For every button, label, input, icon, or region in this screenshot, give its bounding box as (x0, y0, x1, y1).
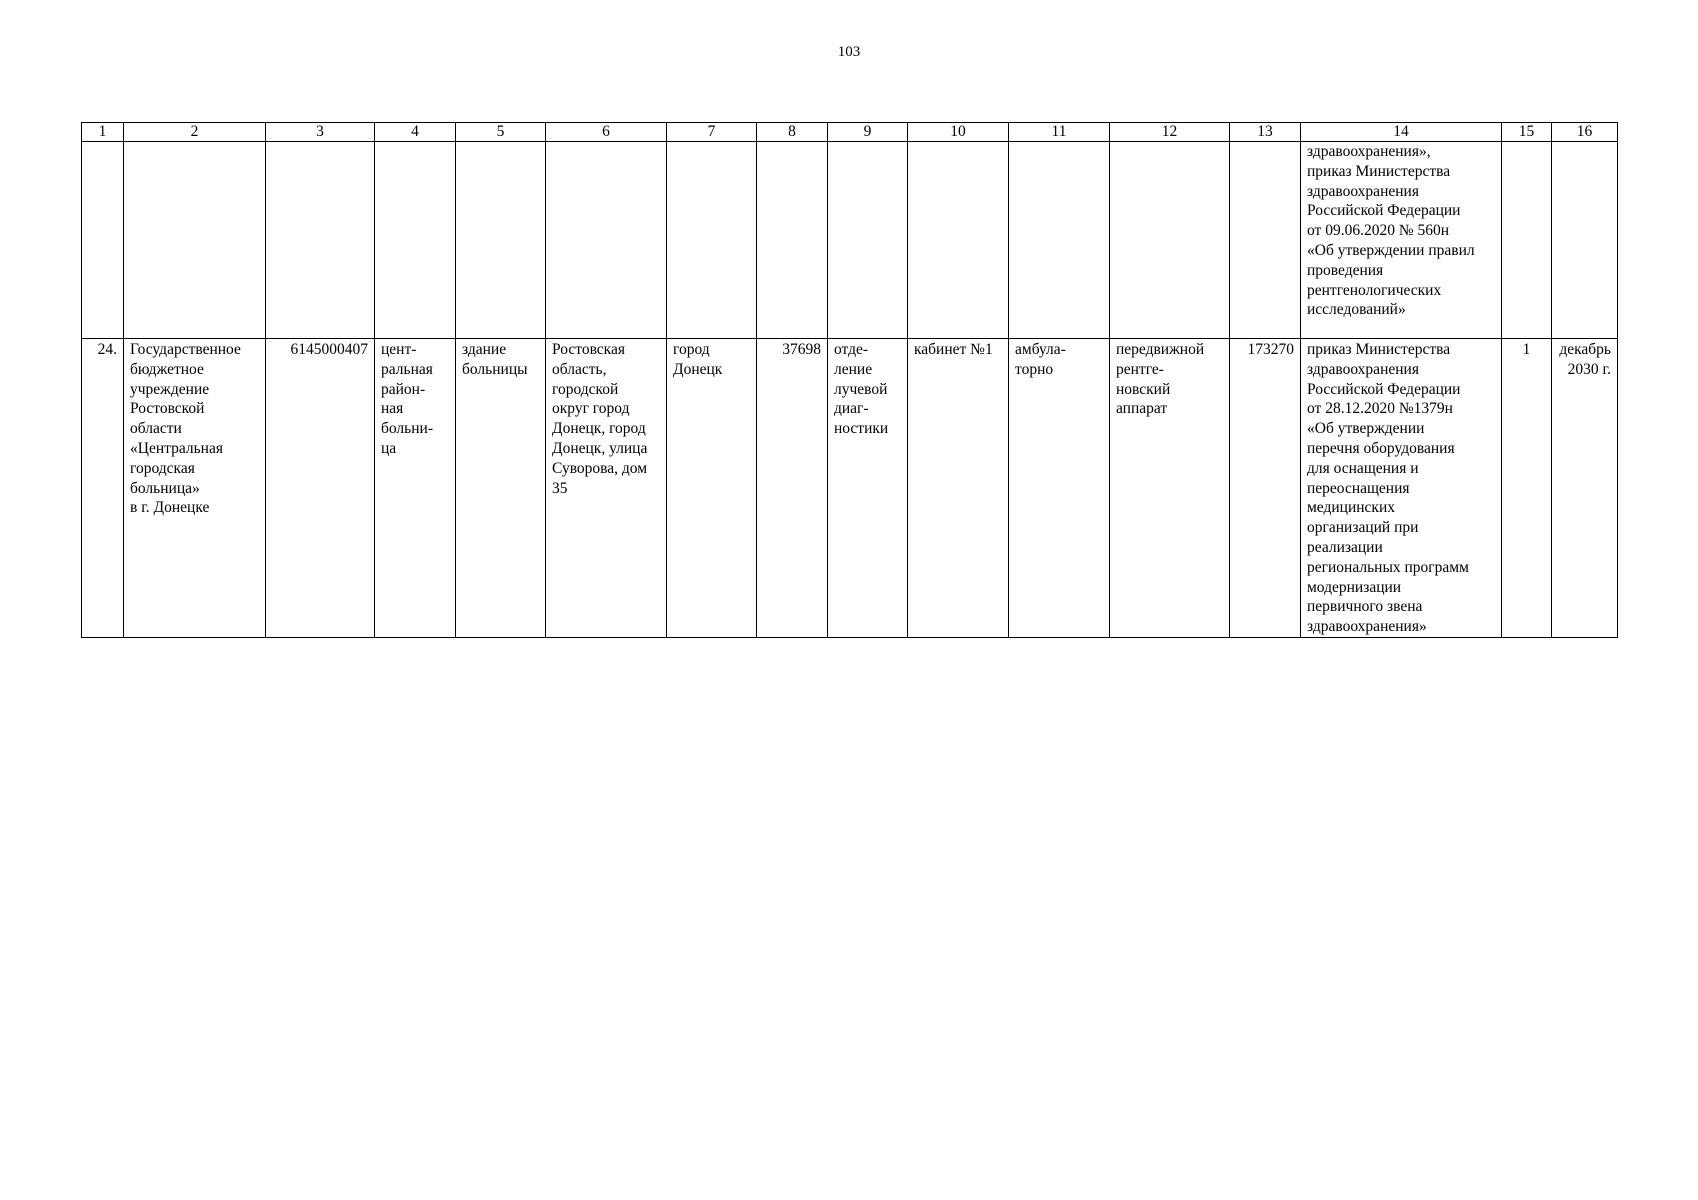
header-row (82, 123, 1618, 142)
column-header: 3 (266, 123, 375, 142)
table-cell (375, 142, 456, 339)
table-cell (1009, 142, 1110, 339)
inn-cell: 6145000407 (266, 339, 375, 638)
page-number: 103 (837, 44, 861, 60)
building-cell: здание больницы (456, 339, 546, 638)
table-cell (757, 142, 828, 339)
column-header: 12 (1110, 123, 1230, 142)
table-cell (546, 142, 667, 339)
column-header: 13 (1230, 123, 1301, 142)
column-header: 11 (1009, 123, 1110, 142)
quantity-cell: 1 (1502, 339, 1552, 638)
table-cell (1230, 142, 1301, 339)
document-table (81, 122, 1618, 638)
organization-type-cell: цент- ральная район- ная больни- ца (375, 339, 456, 638)
table-cell (82, 142, 124, 339)
table-cell (1502, 142, 1552, 339)
column-header: 16 (1552, 123, 1618, 142)
deadline-cell: декабрь 2030 г. (1552, 339, 1618, 638)
column-header: 6 (546, 123, 667, 142)
regulation-cell: приказ Министерства здравоохранения Российской Федерации от 28.12.2020 №1379н «Об утверждении перечня оборудования для оснащения и переоснащения медицинских организаций при реализации региональных программ модернизации первичного звена здравоохранения» (1301, 339, 1502, 638)
table-cell (667, 142, 757, 339)
row-number-cell: 24. (82, 339, 124, 638)
table-cell (266, 142, 375, 339)
department-cell: отде- ление лучевой диаг- ностики (828, 339, 908, 638)
institution-name-cell: Государственное бюджетное учреждение Ростовской области «Центральная городская больница» в г. Донецке (124, 339, 266, 638)
column-header: 2 (124, 123, 266, 142)
table-cell (1552, 142, 1618, 339)
table-cell (124, 142, 266, 339)
code-cell: 173270 (1230, 339, 1301, 638)
population-cell: 37698 (757, 339, 828, 638)
table-cell (908, 142, 1009, 339)
column-header: 14 (1301, 123, 1502, 142)
care-mode-cell: амбула- торно (1009, 339, 1110, 638)
column-header: 15 (1502, 123, 1552, 142)
column-header: 4 (375, 123, 456, 142)
column-header: 10 (908, 123, 1009, 142)
column-header: 1 (82, 123, 124, 142)
column-header: 9 (828, 123, 908, 142)
column-header: 5 (456, 123, 546, 142)
table-cell (828, 142, 908, 339)
address-cell: Ростовская область, городской округ город Донецк, город Донецк, улица Суворова, дом 35 (546, 339, 667, 638)
column-header: 8 (757, 123, 828, 142)
table-row-continuation (82, 142, 1618, 339)
settlement-cell: город Донецк (667, 339, 757, 638)
room-cell: кабинет №1 (908, 339, 1009, 638)
column-header: 7 (667, 123, 757, 142)
table-cell (456, 142, 546, 339)
regulation-cell: здравоохранения», приказ Министерства здравоохранения Российской Федерации от 09.06.2020 № 560н «Об утверждении правил проведения рентгенологических исследований» (1301, 142, 1502, 339)
table-cell (1110, 142, 1230, 339)
table-row-24 (82, 339, 1618, 638)
equipment-cell: передвижной рентге- новский аппарат (1110, 339, 1230, 638)
